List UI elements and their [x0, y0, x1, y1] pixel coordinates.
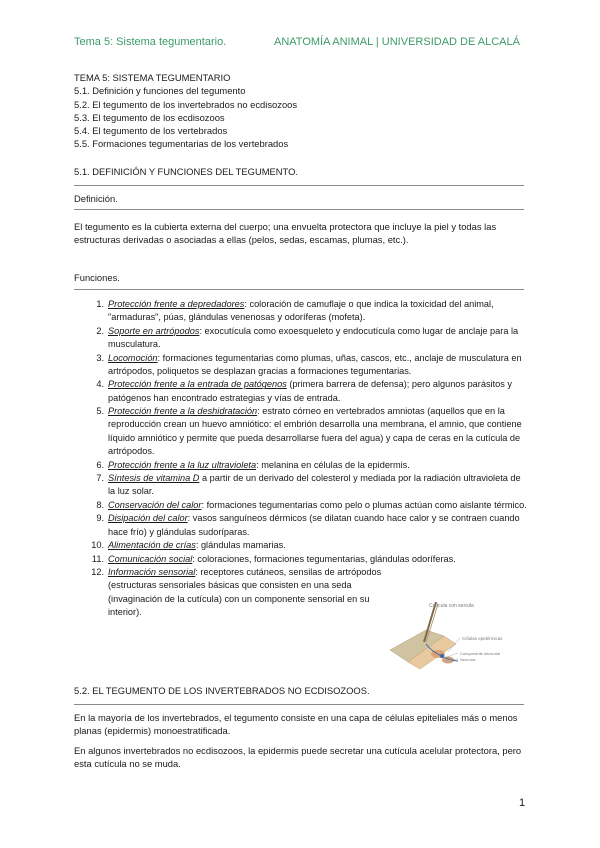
section-divider [74, 185, 524, 186]
toc-item: 5.3. El tegumento de los ecdisozoos [74, 111, 225, 123]
function-description: : coloración de camuflaje o que indica la toxicidad del animal, "armaduras", púas, glándulas venenosas y odoríferas (mofeta). [108, 299, 494, 323]
sensilla-figure [386, 590, 532, 670]
section-divider [74, 704, 524, 705]
header-course-title: ANATOMÍA ANIMAL | UNIVERSIDAD DE ALCALÁ [274, 36, 520, 48]
list-item-number: 8. [96, 499, 104, 510]
function-term: Disipación del calor [108, 513, 188, 524]
toc-title: TEMA 5: SISTEMA TEGUMENTARIO [74, 72, 231, 83]
function-description: a partir de un derivado del colesterol y mediada por la radiación ultravioleta de la luz solar. [108, 472, 521, 497]
toc-item: 5.5. Formaciones tegumentarias de los vertebrados [74, 138, 289, 150]
header-chapter-title: Tema 5: Sistema tegumentario. [74, 36, 227, 48]
function-description: (primera barrera de defensa); pero algunos parásitos y patógenos han encontrado estrategias y vías de entrada. [108, 379, 512, 403]
list-item-number: 12. [91, 567, 104, 577]
list-item-number: 10. [91, 540, 104, 551]
list-item [86, 325, 528, 352]
section-divider [74, 289, 524, 290]
function-description: : exocutícula como exoesqueleto y endocutícula como lugar de anclaje para la musculatura. [108, 325, 519, 350]
list-item-number: 5. [96, 406, 104, 417]
list-item [86, 499, 528, 512]
figure-label: Células epidérmicas [462, 636, 503, 641]
figure-label: Neurona [460, 657, 476, 662]
function-description: : estrato córneo en vertebrados amniotas (aquellos que en la reproducción crean un huevo amniótico: el embrión desarrolla una membrana, el amnio, que contiene líquido amniótico y permite que pueda desarrollarse fuera del agua) y capa de ceras en la cutícula de artrópodos. [108, 406, 522, 457]
sensilla-illustration [386, 590, 532, 670]
function-term: Conservación del calor [108, 499, 202, 510]
list-item [86, 378, 528, 405]
page-number: 1 [519, 797, 526, 809]
list-item-number: 3. [96, 352, 104, 363]
list-item [86, 566, 398, 619]
section-2-paragraph: En algunos invertebrados no ecdisozoos, la epidermis puede secretar una cutícula acelular protectora, pero esta cutícula no se muda. [74, 745, 522, 770]
function-term: Síntesis de vitamina D [108, 472, 200, 483]
function-description: : vasos sanguíneos dérmicos (se dilatan cuando hace calor y se contraen cuando hace frío) y glándulas sudoríparas. [108, 513, 520, 537]
definition-heading: Definición. [74, 193, 118, 204]
section-divider [74, 209, 524, 210]
list-item [86, 405, 528, 458]
list-item-number: 9. [96, 513, 104, 524]
definition-text: El tegumento es la cubierta externa del cuerpo; una envuelta protectora que incluye la piel y todas las estructuras derivadas o asociadas a ellas (pelos, sedas, escamas, plumas, etc.). [74, 221, 497, 246]
toc-item: 5.2. El tegumento de los invertebrados no ecdisozoos [74, 98, 298, 110]
list-item [86, 553, 528, 566]
table-of-contents [74, 71, 297, 151]
list-item-number: 1. [96, 299, 104, 309]
list-item-number: 7. [96, 472, 104, 483]
function-term: Locomoción [108, 352, 158, 363]
list-item-number: 6. [96, 459, 104, 470]
list-item-number: 2. [96, 325, 104, 336]
function-term: Información sensorial [108, 567, 196, 577]
list-item-number: 11. [91, 553, 104, 564]
list-item [86, 539, 528, 552]
function-description: : formaciones tegumentarias como pelo o plumas actúan como aislante térmico. [201, 499, 527, 510]
list-item [86, 459, 528, 472]
list-item [86, 298, 528, 325]
function-description: : melanina en células de la epidermis. [256, 459, 410, 470]
function-description: : formaciones tegumentarias como plumas, uñas, cascos, etc., anclaje de musculatura en artrópodos, poliquetos se desplazan gracias a formaciones tegumentarias. [108, 352, 522, 376]
functions-heading: Funciones. [74, 272, 120, 283]
function-description: : glándulas mamarias. [195, 540, 286, 551]
list-item [86, 472, 528, 499]
figure-label: Componente sensorial [460, 651, 501, 656]
list-item [86, 352, 528, 379]
toc-item: 5.1. Definición y funciones del tegumento [74, 85, 246, 97]
section-2-paragraph: En la mayoría de los invertebrados, el tegumento consiste en una capa de células epiteliales más o menos planas (epidermis) monoestratificada. [74, 712, 518, 737]
function-term: Protección frente a la entrada de patógenos [108, 379, 287, 390]
function-term: Comunicación social [108, 553, 193, 564]
function-term: Protección frente a la deshidratación [108, 406, 258, 417]
figure-title: Cutícula con sensila [429, 603, 474, 609]
list-item [86, 512, 528, 539]
functions-list [86, 298, 528, 619]
function-term: Protección frente a depredadores [108, 299, 245, 309]
function-description: : receptores cutáneos, sensilas de artrópodos (estructuras sensoriales básicas que consisten en una seda (invaginación de la cutícula) con un componente sensorial en su interior). [108, 567, 382, 617]
toc-item: 5.4. El tegumento de los vertebrados [74, 125, 228, 137]
function-term: Soporte en artrópodos [108, 325, 200, 336]
function-term: Protección frente a la luz ultravioleta [108, 459, 257, 470]
section-2-title: 5.2. EL TEGUMENTO DE LOS INVERTEBRADOS NO ECDISOZOOS. [74, 685, 370, 696]
function-description: : coloraciones, formaciones tegumentarias, glándulas odoríferas. [192, 553, 456, 564]
list-item-number: 4. [96, 379, 104, 390]
section-1-title: 5.1. DEFINICIÓN Y FUNCIONES DEL TEGUMENTO. [74, 166, 299, 177]
function-term: Alimentación de crías [108, 540, 196, 551]
